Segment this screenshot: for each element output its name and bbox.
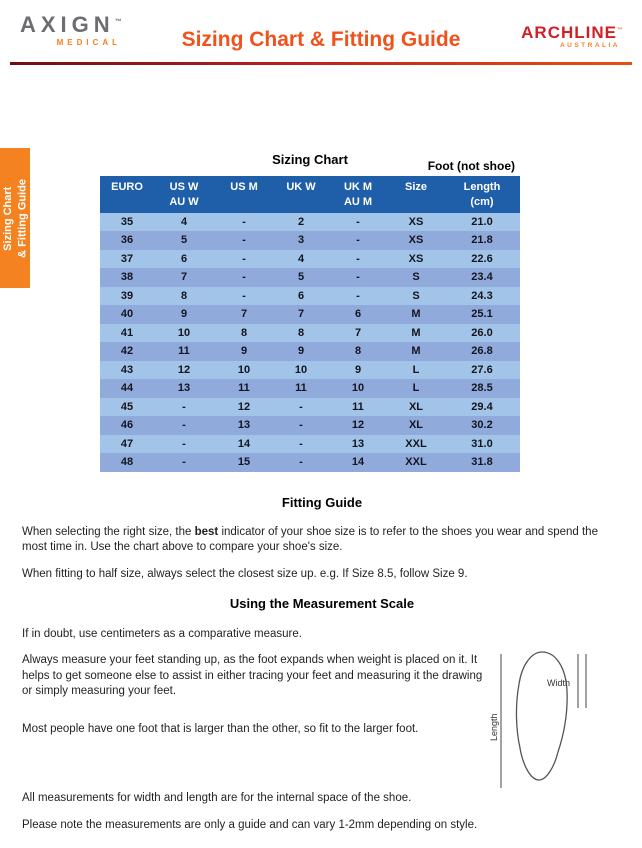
table-cell: 11 — [328, 398, 388, 417]
table-cell: - — [154, 453, 214, 472]
table-cell: 6 — [328, 305, 388, 324]
table-cell: 8 — [154, 287, 214, 306]
column-header: UK W — [274, 176, 328, 213]
table-cell: 40 — [100, 305, 154, 324]
axign-logo-subtext: MEDICAL — [56, 38, 122, 47]
sizing-chart-title: Sizing Chart — [272, 152, 348, 167]
archline-logo-text: ARCHLINE — [521, 23, 617, 42]
table-cell: XS — [388, 213, 444, 232]
table-cell: 44 — [100, 379, 154, 398]
side-tab — [0, 148, 30, 288]
foot-diagram-svg — [490, 646, 598, 796]
table-cell: 43 — [100, 361, 154, 380]
table-cell: - — [274, 398, 328, 417]
sizing-table-header-row — [100, 176, 520, 213]
table-cell: 11 — [274, 379, 328, 398]
table-cell: - — [274, 435, 328, 454]
axign-trademark: ™ — [114, 18, 122, 26]
table-cell: - — [154, 398, 214, 417]
table-cell: 4 — [274, 250, 328, 269]
table-cell: 35 — [100, 213, 154, 232]
table-cell: 30.2 — [444, 416, 520, 435]
table-cell: S — [388, 287, 444, 306]
table-cell: - — [328, 231, 388, 250]
table-cell: XXL — [388, 435, 444, 454]
sizing-table-header — [100, 176, 520, 213]
table-cell: 12 — [154, 361, 214, 380]
table-cell: 9 — [154, 305, 214, 324]
table-row — [100, 361, 520, 380]
table-cell: XXL — [388, 453, 444, 472]
page-title: Sizing Chart & Fitting Guide — [181, 28, 461, 51]
table-cell: 8 — [214, 324, 274, 343]
table-cell: 27.6 — [444, 361, 520, 380]
table-cell: 28.5 — [444, 379, 520, 398]
table-cell: - — [214, 250, 274, 269]
table-cell: 23.4 — [444, 268, 520, 287]
fitting-p1-prefix: When selecting the right size, the — [22, 525, 195, 538]
table-cell: 47 — [100, 435, 154, 454]
table-row — [100, 342, 520, 361]
measurement-paragraph-3: Most people have one foot that is larger than the other, so fit to the larger foot. — [22, 722, 419, 735]
table-cell: 41 — [100, 324, 154, 343]
table-row — [100, 287, 520, 306]
table-cell: 46 — [100, 416, 154, 435]
table-row — [100, 379, 520, 398]
table-cell: M — [388, 342, 444, 361]
sizing-table — [100, 176, 520, 472]
column-header: EURO — [100, 176, 154, 213]
table-cell: XS — [388, 250, 444, 269]
measurement-paragraph-1: If in doubt, use centimeters as a comparative measure. — [22, 627, 302, 640]
archline-logo — [521, 24, 624, 49]
column-header: US M — [214, 176, 274, 213]
table-cell: 6 — [154, 250, 214, 269]
table-cell: XS — [388, 231, 444, 250]
table-cell: 13 — [214, 416, 274, 435]
measurement-paragraph-2: Always measure your feet standing up, as the foot expands when weight is placed on it. It helps to get someone else to assist in either tracing your feet and measuring it the drawing or simply measuring your feet. — [22, 654, 483, 698]
column-header: UK M AU M — [328, 176, 388, 213]
width-label: Width — [547, 678, 571, 688]
table-cell: 25.1 — [444, 305, 520, 324]
table-cell: 15 — [214, 453, 274, 472]
table-cell: 36 — [100, 231, 154, 250]
table-cell: 37 — [100, 250, 154, 269]
table-cell: 2 — [274, 213, 328, 232]
table-cell: 7 — [274, 305, 328, 324]
table-cell: 7 — [214, 305, 274, 324]
side-tab-label — [1, 179, 30, 258]
fitting-p1-suffix: indicator of your shoe size is to refer to the shoes you wear and spend the most time in. Use the chart above to compare your shoe's size. — [22, 525, 598, 554]
table-cell: - — [214, 287, 274, 306]
axign-logo-text: AXIGN — [20, 12, 115, 37]
table-cell: 11 — [154, 342, 214, 361]
table-cell: 5 — [274, 268, 328, 287]
table-cell: 10 — [154, 324, 214, 343]
table-cell: 31.8 — [444, 453, 520, 472]
table-cell: - — [328, 268, 388, 287]
table-cell: 10 — [274, 361, 328, 380]
archline-logo-name — [521, 24, 624, 41]
table-cell: 12 — [328, 416, 388, 435]
table-cell: 42 — [100, 342, 154, 361]
table-cell: 12 — [214, 398, 274, 417]
table-cell: - — [274, 453, 328, 472]
column-header: US W AU W — [154, 176, 214, 213]
table-cell: 48 — [100, 453, 154, 472]
foot-outline — [516, 652, 567, 780]
side-tab-line1: Sizing Chart — [1, 185, 14, 251]
foot-diagram — [490, 646, 598, 796]
table-row — [100, 305, 520, 324]
fitting-p1-bold-word: best — [194, 525, 219, 538]
table-cell: 9 — [274, 342, 328, 361]
table-cell: 24.3 — [444, 287, 520, 306]
table-cell: 7 — [328, 324, 388, 343]
table-cell: 14 — [328, 453, 388, 472]
table-cell: - — [154, 416, 214, 435]
table-cell: 10 — [214, 361, 274, 380]
measurement-paragraph-4: All measurements for width and length are for the internal space of the shoe. — [22, 792, 412, 805]
table-cell: - — [328, 213, 388, 232]
header-divider-rule — [10, 62, 632, 65]
table-cell: M — [388, 324, 444, 343]
table-cell: 5 — [154, 231, 214, 250]
table-cell: 9 — [328, 361, 388, 380]
table-cell: L — [388, 361, 444, 380]
table-cell: 26.0 — [444, 324, 520, 343]
table-cell: - — [274, 416, 328, 435]
table-cell: XL — [388, 398, 444, 417]
fitting-guide-heading: Fitting Guide — [281, 495, 363, 510]
measurement-scale-heading: Using the Measurement Scale — [229, 596, 415, 612]
table-cell: 21.8 — [444, 231, 520, 250]
table-cell: 3 — [274, 231, 328, 250]
sizing-table-body — [100, 213, 520, 472]
archline-trademark: ™ — [617, 27, 624, 34]
table-cell: 29.4 — [444, 398, 520, 417]
table-cell: - — [214, 268, 274, 287]
table-row — [100, 213, 520, 232]
table-cell: - — [328, 250, 388, 269]
table-row — [100, 453, 520, 472]
table-row — [100, 268, 520, 287]
table-cell: 13 — [328, 435, 388, 454]
table-cell: M — [388, 305, 444, 324]
table-cell: 7 — [154, 268, 214, 287]
table-cell: 9 — [214, 342, 274, 361]
table-cell: 8 — [328, 342, 388, 361]
table-cell: 22.6 — [444, 250, 520, 269]
table-cell: - — [328, 287, 388, 306]
table-cell: 38 — [100, 268, 154, 287]
table-row — [100, 416, 520, 435]
archline-logo-subtext: AUSTRALIA — [559, 42, 620, 49]
table-cell: - — [154, 435, 214, 454]
table-cell: 14 — [214, 435, 274, 454]
table-row — [100, 398, 520, 417]
table-cell: 8 — [274, 324, 328, 343]
column-header: Length (cm) — [444, 176, 520, 213]
table-cell: 10 — [328, 379, 388, 398]
table-cell: 13 — [154, 379, 214, 398]
table-row — [100, 435, 520, 454]
table-cell: 21.0 — [444, 213, 520, 232]
fitting-guide-paragraph-2: When fitting to half size, always select the closest size up. e.g. If Size 8.5, follow Size 9. — [22, 567, 468, 580]
header — [0, 10, 642, 62]
table-cell: L — [388, 379, 444, 398]
side-tab-line2: & Fitting Guide — [16, 178, 28, 258]
table-row — [100, 231, 520, 250]
table-cell: S — [388, 268, 444, 287]
table-cell: 11 — [214, 379, 274, 398]
measurement-paragraph-5: Please note the measurements are only a guide and can vary 1-2mm depending on style. — [22, 818, 478, 831]
table-cell: 6 — [274, 287, 328, 306]
length-label: Length — [490, 713, 499, 741]
table-cell: - — [214, 213, 274, 232]
column-header: Size — [388, 176, 444, 213]
table-cell: - — [214, 231, 274, 250]
table-row — [100, 250, 520, 269]
table-cell: XL — [388, 416, 444, 435]
foot-not-shoe-note: Foot (not shoe) — [427, 159, 515, 173]
table-cell: 4 — [154, 213, 214, 232]
fitting-guide-paragraph-1 — [22, 525, 622, 556]
table-cell: 26.8 — [444, 342, 520, 361]
table-cell: 31.0 — [444, 435, 520, 454]
table-cell: 39 — [100, 287, 154, 306]
table-row — [100, 324, 520, 343]
table-cell: 45 — [100, 398, 154, 417]
